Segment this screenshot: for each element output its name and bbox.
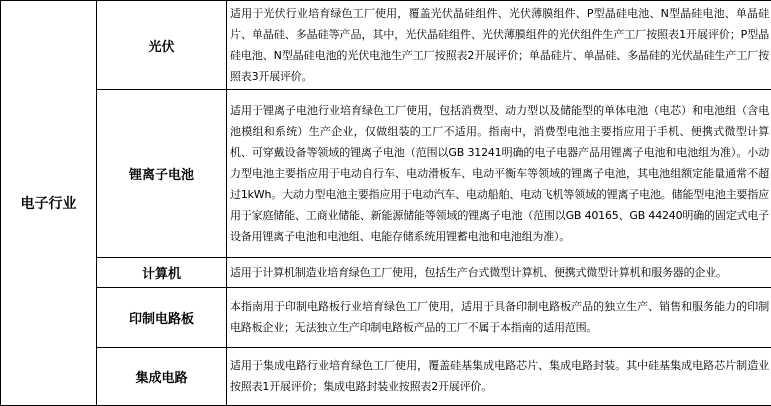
description-cell-pcb: 本指南用于印制电路板行业培育绿色工厂使用，适用于具备印制电路板产品的独立生产、销售和服务能力的印制电路板企业；无法独立生产印制电路板产品的工厂不属于本指南的适用范围。 bbox=[227, 287, 771, 347]
category-cell-ic: 集成电路 bbox=[97, 347, 227, 405]
category-cell-computer: 计算机 bbox=[97, 257, 227, 287]
description-cell-computer: 适用于计算机制造业培育绿色工厂使用，包括生产台式微型计算机、便携式微型计算机和服务器的企业。 bbox=[227, 257, 771, 287]
table-row bbox=[1, 90, 771, 257]
table-row bbox=[1, 347, 771, 405]
table-row bbox=[1, 1, 771, 90]
table-row bbox=[1, 257, 771, 287]
industry-cell: 电子行业 bbox=[1, 1, 97, 406]
category-cell-pcb: 印制电路板 bbox=[97, 287, 227, 347]
category-cell-pv: 光伏 bbox=[97, 1, 227, 90]
description-cell-pv: 适用于光伏行业培育绿色工厂使用，覆盖光伏晶硅组件、光伏薄膜组件、P型晶硅电池、N型晶硅电池、单晶硅片、单晶硅、多晶硅等产品，其中，光伏晶硅组件、光伏薄膜组件的光伏组件生产工厂按照表1开展评价；P型晶硅电池、N型晶硅电池的光伏电池生产工厂按照表2开展评价；单晶硅片、单晶硅、多晶硅的光伏晶硅生产工厂按照表3开展评价。 bbox=[227, 1, 771, 90]
description-cell-ic: 适用于集成电路行业培育绿色工厂使用，覆盖硅基集成电路芯片、集成电路封装。其中硅基集成电路芯片制造业按照表1开展评价；集成电路封装业按照表2开展评价。 bbox=[227, 347, 771, 405]
description-cell-li-battery: 适用于锂离子电池行业培育绿色工厂使用，包括消费型、动力型以及储能型的单体电池（电芯）和电池组（含电池模组和系统）生产企业，仅做组装的工厂不适用。指南中，消费型电池主要指应用于手机、便携式微型计算机、可穿戴设备等领域的锂离子电池（范围以GB 31241明确的电子电器产品用锂离子电池和电池组为准）。小动力型电池主要指应用于电动自行车、电动滑板车、电动平衡车等领域的锂离子电池，其电池组额定能量通常不超过1kWh。大动力型电池主要指应用于电动汽车、电动船舶、电动飞机等领域的锂离子电池。储能型电池主要指应用于家庭储能、工商业储能、新能源储能等领域的锂离子电池（范围以GB 40165、GB 44240明确的固定式电子设备用锂离子电池和电池组、电能存储系统用锂蓄电池和电池组为准）。 bbox=[227, 90, 771, 257]
table-row bbox=[1, 287, 771, 347]
category-cell-li-battery: 锂离子电池 bbox=[97, 90, 227, 257]
